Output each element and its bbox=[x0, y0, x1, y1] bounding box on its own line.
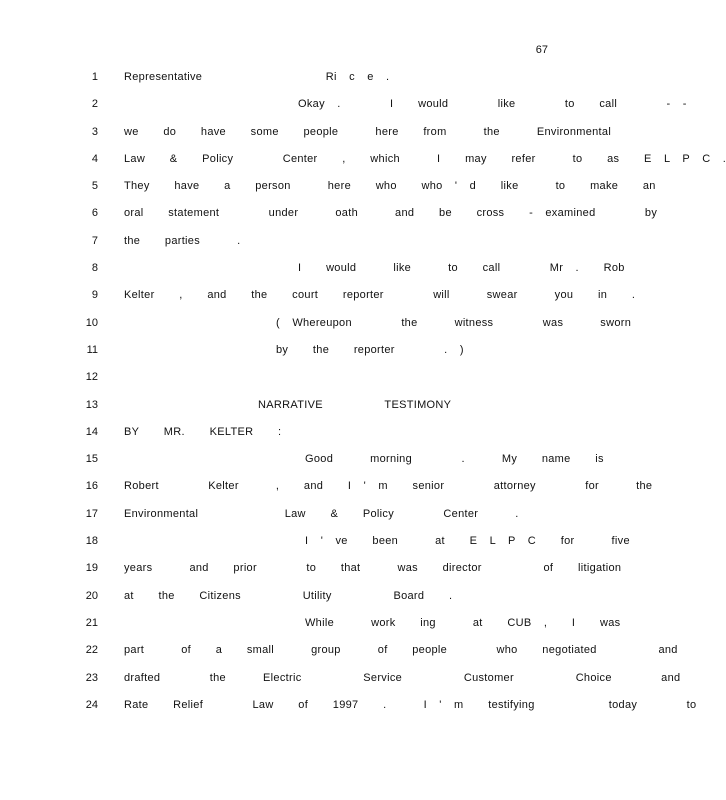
transcript-line bbox=[0, 126, 618, 153]
line-number: 8 bbox=[91, 262, 98, 275]
line-number: 19 bbox=[85, 562, 98, 575]
line-number: 21 bbox=[85, 616, 98, 629]
transcript-line bbox=[0, 480, 653, 507]
line-text: They have a person here who who ' d like to make an bbox=[124, 180, 656, 193]
line-text: NARRATIVE TESTIMONY bbox=[258, 398, 452, 411]
line-number: 1 bbox=[91, 71, 98, 83]
line-number: 14 bbox=[85, 425, 98, 438]
line-text: BY MR. KELTER : bbox=[124, 425, 282, 438]
transcript-line bbox=[0, 235, 618, 262]
line-text: oral statement under oath and be cross - examined by bbox=[124, 207, 658, 220]
line-text: drafted the Electric Service Customer Choice and bbox=[124, 671, 681, 684]
transcript-line bbox=[0, 371, 618, 398]
line-number: 6 bbox=[91, 207, 98, 220]
line-text: the parties . bbox=[124, 234, 241, 247]
page-number: 67 bbox=[535, 44, 548, 56]
transcript-lines bbox=[0, 71, 726, 726]
line-text: ( Whereupon the witness was sworn bbox=[276, 316, 632, 329]
line-text: Representative Ri c e . bbox=[124, 71, 390, 83]
transcript-line bbox=[0, 508, 618, 535]
line-text: Kelter , and the court reporter will swear you in . bbox=[124, 289, 636, 302]
line-number: 3 bbox=[91, 125, 98, 138]
line-number: 4 bbox=[91, 152, 98, 165]
line-text: at the Citizens Utility Board . bbox=[124, 589, 453, 602]
line-text: Rate Relief Law of 1997 . I ' m testifying today to bbox=[124, 698, 697, 711]
line-text: Okay . I would like to call - - bbox=[298, 98, 687, 111]
line-number: 10 bbox=[85, 316, 98, 329]
transcript-line bbox=[0, 590, 618, 617]
line-text: years and prior to that was director of litigation bbox=[124, 562, 622, 575]
line-number: 22 bbox=[85, 644, 98, 657]
transcript-line bbox=[0, 562, 622, 589]
line-number: 17 bbox=[85, 507, 98, 520]
transcript-line bbox=[0, 180, 656, 207]
transcript-line bbox=[0, 98, 687, 125]
line-number: 13 bbox=[85, 398, 98, 411]
line-number: 18 bbox=[85, 535, 98, 548]
line-text: Robert Kelter , and I ' m senior attorney for the bbox=[124, 480, 653, 493]
line-number: 24 bbox=[85, 698, 98, 711]
line-text: Law & Policy Center , which I may refer to as E L P C . bbox=[124, 152, 726, 165]
transcript-line bbox=[0, 698, 697, 726]
line-number: 9 bbox=[91, 289, 98, 302]
line-text: part of a small group of people who negotiated and bbox=[124, 644, 678, 657]
transcript-line bbox=[0, 399, 618, 426]
line-text: I would like to call Mr . Rob bbox=[298, 262, 625, 275]
transcript-line bbox=[0, 616, 621, 644]
line-number: 5 bbox=[91, 180, 98, 193]
transcript-line bbox=[0, 671, 681, 699]
transcript-line bbox=[0, 344, 618, 371]
line-number: 7 bbox=[91, 234, 98, 247]
line-text: I ' ve been at E L P C for five bbox=[305, 535, 630, 548]
line-number: 11 bbox=[86, 343, 98, 356]
line-number: 16 bbox=[85, 480, 98, 493]
line-number: 20 bbox=[85, 589, 98, 602]
line-number: 2 bbox=[91, 98, 98, 111]
transcript-line bbox=[0, 316, 632, 344]
line-text: by the reporter . ) bbox=[276, 343, 464, 356]
transcript-line bbox=[0, 207, 658, 234]
line-number: 12 bbox=[85, 371, 98, 384]
line-number: 23 bbox=[85, 671, 98, 684]
line-text: Good morning . My name is bbox=[305, 453, 604, 466]
line-number: 15 bbox=[85, 453, 98, 466]
line-text: Environmental Law & Policy Center . bbox=[124, 507, 519, 520]
transcript-line bbox=[0, 152, 726, 180]
transcript-line bbox=[0, 289, 636, 316]
transcript-line bbox=[0, 535, 630, 562]
transcript-line bbox=[0, 644, 678, 671]
transcript-line bbox=[0, 453, 618, 480]
line-text: we do have some people here from the Environmental bbox=[124, 125, 612, 138]
line-text: While work ing at CUB , I was bbox=[305, 616, 621, 629]
transcript-line bbox=[0, 262, 625, 289]
transcript-line bbox=[0, 426, 618, 453]
transcript-line bbox=[0, 71, 618, 98]
